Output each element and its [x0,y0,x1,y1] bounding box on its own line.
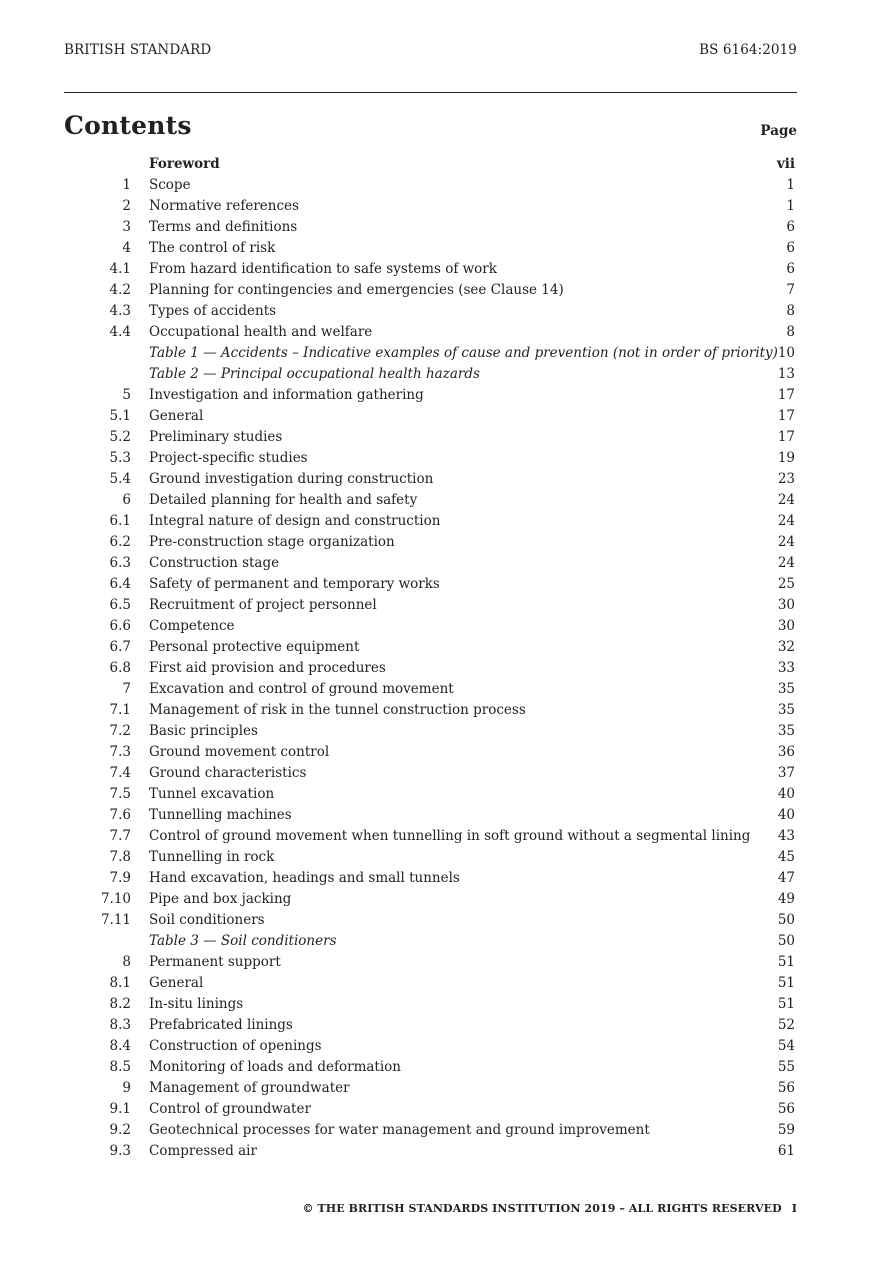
page-column-heading: Page [760,123,797,139]
toc-entry-title[interactable]: Hand excavation, headings and small tunnels [149,870,460,886]
toc-entry-title[interactable]: Table 2 — Principal occupational health hazards [149,366,480,382]
toc-entry[interactable] [64,932,797,953]
toc-entry[interactable] [64,659,797,680]
page-title: Contents [64,111,192,140]
toc-entry-number: 7.10 [100,891,131,907]
toc-entry[interactable] [64,890,797,911]
toc-entry[interactable] [64,974,797,995]
toc-entry-title[interactable]: Geotechnical processes for water management and ground improvement [149,1122,650,1138]
toc-entry-title[interactable]: Construction stage [149,555,280,571]
toc-entry-number: 6.5 [109,597,131,613]
toc-entry-title[interactable]: Pre-construction stage organization [149,534,395,550]
toc-entry-number: 7.1 [109,702,131,718]
toc-entry-page[interactable]: 6 [786,219,795,235]
toc-entry-page[interactable]: 10 [777,345,795,361]
toc-entry-page[interactable]: 50 [777,933,795,949]
toc-entry-page[interactable]: 52 [777,1017,795,1033]
toc-entry[interactable] [64,785,797,806]
toc-entry-number: 7.9 [109,870,131,886]
toc-entry-number: 8.3 [109,1017,131,1033]
toc-entry-number: 8.2 [109,996,131,1012]
toc-entry-page[interactable]: 56 [777,1101,795,1117]
toc-entry-page[interactable]: 56 [777,1080,795,1096]
toc-entry-title[interactable]: Management of groundwater [149,1080,350,1096]
toc-entry-number: 5.2 [109,429,131,445]
toc-entry-number: 4.4 [109,324,131,340]
toc-entry-page[interactable]: 1 [786,198,795,214]
toc-entry[interactable] [64,449,797,470]
toc-entry-number: 9.2 [109,1122,131,1138]
toc-entry-page[interactable]: 8 [786,303,795,319]
toc-entry-title[interactable]: Prefabricated linings [149,1017,293,1033]
toc-entry-number: 8.5 [109,1059,131,1075]
toc-entry-page[interactable]: 36 [777,744,795,760]
toc-entry-title[interactable]: Preliminary studies [149,429,283,445]
page-folio: I [791,1202,797,1215]
toc-entry-title[interactable]: Project-specific studies [149,450,308,466]
toc-entry-number: 6.2 [109,534,131,550]
running-header [64,42,797,60]
toc-entry[interactable] [64,1121,797,1142]
toc-entry[interactable] [64,323,797,344]
toc-entry-number: 5.4 [109,471,131,487]
toc-entry-number: 7.7 [109,828,131,844]
toc-entry-title[interactable]: Excavation and control of ground movement [149,681,454,697]
toc-entry[interactable] [64,743,797,764]
toc-entry-page[interactable]: 24 [777,492,795,508]
toc-entry-title[interactable]: Control of ground movement when tunnelling in soft ground without a segmental lining [149,828,751,844]
toc-entry-page[interactable]: 51 [777,975,795,991]
toc-entry[interactable] [64,638,797,659]
toc-entry-page[interactable]: 17 [777,408,795,424]
toc-entry-number: 5.3 [109,450,131,466]
toc-entry[interactable] [64,575,797,596]
toc-entry-page[interactable]: 24 [777,513,795,529]
toc-entry-page[interactable]: 17 [777,387,795,403]
toc-entry-number: 7.5 [109,786,131,802]
toc-entry-page[interactable]: 25 [777,576,795,592]
toc-entry-title[interactable]: Competence [149,618,235,634]
toc-entry[interactable] [64,764,797,785]
toc-entry-page[interactable]: 6 [786,261,795,277]
header-divider [64,92,797,93]
toc-entry-title[interactable]: Investigation and information gathering [149,387,424,403]
toc-entry[interactable] [64,995,797,1016]
toc-entry-number: 5.1 [109,408,131,424]
toc-entry-title[interactable]: Pipe and box jacking [149,891,292,907]
toc-entry-title[interactable]: Basic principles [149,723,258,739]
toc-entry-title[interactable]: Occupational health and welfare [149,324,373,340]
toc-entry[interactable] [64,260,797,281]
table-of-contents [64,155,797,1163]
toc-entry-number: 4.1 [109,261,131,277]
toc-entry-title[interactable]: Control of groundwater [149,1101,311,1117]
header-standard-number: BS 6164:2019 [699,42,797,58]
toc-entry-page[interactable]: 7 [786,282,795,298]
toc-entry[interactable] [64,911,797,932]
toc-entry-title[interactable]: Recruitment of project personnel [149,597,377,613]
toc-entry-page[interactable]: 35 [777,723,795,739]
toc-entry-page[interactable]: 40 [777,807,795,823]
toc-entry-title[interactable]: In-situ linings [149,996,244,1012]
toc-entry-title[interactable]: Planning for contingencies and emergencies (see Clause 14) [149,282,564,298]
toc-entry-page[interactable]: 40 [777,786,795,802]
toc-entry-page[interactable]: 54 [777,1038,795,1054]
toc-entry[interactable] [64,533,797,554]
toc-entry[interactable] [64,407,797,428]
toc-entry[interactable] [64,1058,797,1079]
header-standard-label: BRITISH STANDARD [64,42,212,58]
toc-entry-page[interactable]: 47 [777,870,795,886]
toc-entry-number: 7.11 [100,912,131,928]
toc-entry[interactable] [64,386,797,407]
toc-entry-title[interactable]: Tunnelling machines [149,807,292,823]
toc-entry-page[interactable]: 19 [777,450,795,466]
toc-entry-page[interactable]: 43 [777,828,795,844]
toc-entry-page[interactable]: 30 [777,597,795,613]
toc-entry-number: 7.8 [109,849,131,865]
toc-entry[interactable] [64,365,797,386]
toc-entry[interactable] [64,1037,797,1058]
toc-entry-page[interactable]: 45 [777,849,795,865]
toc-entry-number: 9 [122,1080,131,1096]
toc-entry-title[interactable]: Permanent support [149,954,281,970]
toc-entry[interactable] [64,239,797,260]
toc-entry-title[interactable]: Tunnel excavation [149,786,275,802]
toc-entry-title[interactable]: First aid provision and procedures [149,660,386,676]
toc-entry-page[interactable]: 50 [777,912,795,928]
toc-entry[interactable] [64,1079,797,1100]
toc-entry[interactable] [64,428,797,449]
toc-entry-number: 6.8 [109,660,131,676]
toc-entry-number: 8.4 [109,1038,131,1054]
toc-entry-page[interactable]: 59 [777,1122,795,1138]
toc-entry-title[interactable]: Foreword [149,156,220,172]
toc-entry-page[interactable]: 37 [777,765,795,781]
toc-entry-page[interactable]: 6 [786,240,795,256]
toc-entry-title[interactable]: Ground characteristics [149,765,307,781]
toc-entry-number: 8 [122,954,131,970]
toc-entry-number: 6.7 [109,639,131,655]
toc-entry-number: 7.3 [109,744,131,760]
toc-entry-number: 7.6 [109,807,131,823]
toc-entry-page[interactable]: 23 [777,471,795,487]
toc-entry-title[interactable]: Safety of permanent and temporary works [149,576,440,592]
toc-entry-number: 7.4 [109,765,131,781]
toc-entry-title[interactable]: The control of risk [149,240,276,256]
toc-entry[interactable] [64,281,797,302]
toc-entry-title[interactable]: Table 3 — Soil conditioners [149,933,337,949]
toc-entry-number: 6.3 [109,555,131,571]
toc-entry[interactable] [64,470,797,491]
toc-entry-page[interactable]: vii [776,156,795,172]
toc-entry[interactable] [64,218,797,239]
toc-entry-title[interactable]: Ground investigation during construction [149,471,434,487]
toc-entry[interactable] [64,1142,797,1163]
toc-entry-page[interactable]: 51 [777,996,795,1012]
toc-entry-page[interactable]: 35 [777,681,795,697]
toc-entry-number: 6.6 [109,618,131,634]
toc-entry[interactable] [64,155,797,176]
toc-entry-title[interactable]: From hazard identification to safe systems of work [149,261,497,277]
toc-entry[interactable] [64,1016,797,1037]
toc-entry-number: 4.3 [109,303,131,319]
toc-entry-number: 7.2 [109,723,131,739]
toc-entry-number: 2 [122,198,131,214]
toc-entry[interactable] [64,491,797,512]
toc-entry-page[interactable]: 8 [786,324,795,340]
toc-entry-title[interactable]: Table 1 — Accidents – Indicative examples of cause and prevention (not in order of priority) [149,345,778,361]
toc-entry-page[interactable]: 13 [777,366,795,382]
toc-entry-number: 7 [122,681,131,697]
toc-entry-page[interactable]: 24 [777,555,795,571]
toc-entry-title[interactable]: Normative references [149,198,299,214]
toc-entry-page[interactable]: 61 [777,1143,795,1159]
toc-entry[interactable] [64,1100,797,1121]
footer [302,1202,797,1215]
toc-entry[interactable] [64,554,797,575]
toc-entry[interactable] [64,344,797,365]
toc-entry[interactable] [64,953,797,974]
toc-entry-title[interactable]: Compressed air [149,1143,257,1159]
toc-entry[interactable] [64,197,797,218]
toc-entry[interactable] [64,848,797,869]
toc-entry[interactable] [64,680,797,701]
toc-entry-title[interactable]: Integral nature of design and construction [149,513,441,529]
toc-entry-title[interactable]: Terms and definitions [149,219,298,235]
toc-entry[interactable] [64,302,797,323]
toc-entry-title[interactable]: Monitoring of loads and deformation [149,1059,401,1075]
toc-entry-number: 6 [122,492,131,508]
toc-entry-title[interactable]: Scope [149,177,191,193]
toc-entry-number: 5 [122,387,131,403]
toc-entry-title[interactable]: General [149,975,204,991]
toc-entry[interactable] [64,722,797,743]
toc-entry[interactable] [64,596,797,617]
footer-copyright: © THE BRITISH STANDARDS INSTITUTION 2019 – ALL RIGHTS RESERVED [302,1202,782,1215]
toc-entry-number: 3 [122,219,131,235]
toc-entry-title[interactable]: Tunnelling in rock [149,849,275,865]
toc-entry-title[interactable]: Types of accidents [149,303,277,319]
toc-entry-number: 4.2 [109,282,131,298]
toc-entry-number: 6.1 [109,513,131,529]
toc-entry[interactable] [64,806,797,827]
toc-entry-page[interactable]: 35 [777,702,795,718]
toc-entry[interactable] [64,176,797,197]
toc-entry-page[interactable]: 17 [777,429,795,445]
toc-entry-page[interactable]: 33 [777,660,795,676]
toc-entry-number: 1 [122,177,131,193]
toc-entry-title[interactable]: Detailed planning for health and safety [149,492,418,508]
toc-entry-title[interactable]: Soil conditioners [149,912,265,928]
toc-entry-page[interactable]: 55 [777,1059,795,1075]
toc-entry-number: 9.1 [109,1101,131,1117]
toc-entry-number: 9.3 [109,1143,131,1159]
toc-entry-page[interactable]: 1 [786,177,795,193]
toc-entry[interactable] [64,617,797,638]
toc-entry-page[interactable]: 51 [777,954,795,970]
toc-entry-title[interactable]: Ground movement control [149,744,330,760]
toc-entry-title[interactable]: Construction of openings [149,1038,322,1054]
toc-entry-page[interactable]: 32 [777,639,795,655]
toc-entry[interactable] [64,512,797,533]
toc-entry-page[interactable]: 49 [777,891,795,907]
toc-entry-title[interactable]: Personal protective equipment [149,639,360,655]
toc-entry[interactable] [64,869,797,890]
toc-entry-page[interactable]: 24 [777,534,795,550]
toc-entry[interactable] [64,827,797,848]
toc-entry-page[interactable]: 30 [777,618,795,634]
toc-entry-title[interactable]: Management of risk in the tunnel construction process [149,702,526,718]
toc-entry-number: 6.4 [109,576,131,592]
toc-entry-number: 8.1 [109,975,131,991]
toc-entry[interactable] [64,701,797,722]
toc-entry-number: 4 [122,240,131,256]
toc-entry-title[interactable]: General [149,408,204,424]
